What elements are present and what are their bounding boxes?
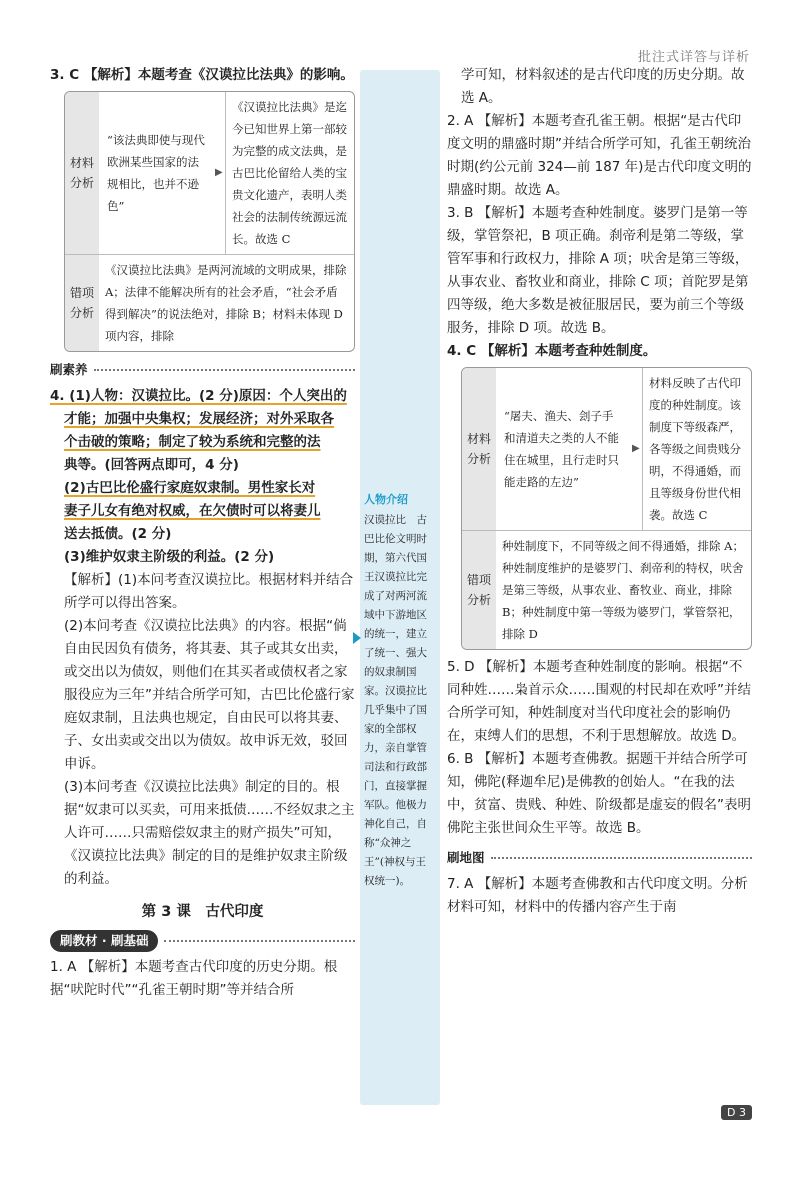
q3-material-result: 《汉谟拉比法典》是迄今已知世界上第一部较为完整的成文法典，是古巴比伦留给人类的宝贵文化遗产，表明人类社会的法制传统源远流长。故选 C: [225, 92, 354, 254]
q4b-material-quote: “屠夫、渔夫、刽子手和清道夫之类的人不能住在城里，且行走时只能走路的左边”: [504, 409, 619, 489]
q3-wrong-row: [65, 254, 354, 351]
q2-text: 2. A 【解析】本题考查孔雀王朝。根据“是古代印度文明的鼎盛时期”并结合所学可知，孔雀王朝统治时期(约公元前 324—前 187 年)是古代印度文明的鼎盛时期。故选 A。: [447, 113, 752, 198]
q4b-wrong-text: 种姓制度下，不同等级之间不得通婚，排除 A；种姓制度维护的是婆罗门、刹帝利的特权，吠舍是第三等级，从事农业、畜牧业、商业，排除 B；种姓制度中第一等级为婆罗门，掌管祭祀，排除 D: [502, 539, 744, 641]
q4-explanation-1: 【解析】(1)本问考查汉谟拉比。根据材料并结合所学可以得出答案。: [64, 572, 354, 611]
q4-explanation-2: (2)本问考查《汉谟拉比法典》的内容。根据“倘自由民因负有债务，将其妻、其子或其女出卖，或交出以为债奴，则他们在其买者或债权者之家服役应为三年”并结合所学可知，古巴比伦盛行家庭奴隶制，且法典也规定，自由民可以将其妻、子、女出卖或交出以为债奴。故申诉无效，驳回申诉。: [64, 618, 355, 772]
arrow-right-icon: ▶: [215, 167, 223, 178]
q4-line: 个击破的策略；制定了较为系统和完整的法: [64, 434, 321, 450]
side-note-text: 汉谟拉比 古巴比伦文明时期，第六代国王汉谟拉比完成了对两河流域中下游地区的统一，建立了统一、强大的奴隶制国家。汉谟拉比几乎集中了国家的全部权力，亲自掌管司法和行政部门，直接掌握军队。他极力神化自己，自称“众神之王”(神权与王权统一)。: [364, 514, 427, 887]
q3-heading: 3. C 【解析】本题考查《汉谟拉比法典》的影响。: [50, 67, 354, 83]
q3b-text: 3. B 【解析】本题考查种姓制度。婆罗门是第一等级，掌管祭祀，B 项正确。刹帝利是第二等级，掌管军事和行政权力，排除 A 项；吠舍是第三等级，从事农业、畜牧业和商业，排除 C 项；首陀罗是第四等级，绝大多数是被征服居民，要为前三个等级服务，排除 D 项。故选 B。: [447, 205, 749, 336]
q3-analysis-box: [64, 91, 355, 352]
q3-material-quote: “该法典即使与现代欧洲某些国家的法规相比，也并不逊色”: [107, 133, 205, 213]
q4-line: 妻子儿女有绝对权威，在欠债时可以将妻儿: [64, 503, 321, 519]
q3-wrong-label: 错项分析: [65, 255, 99, 351]
section-label: 刷地图: [447, 850, 485, 865]
page-number: D 3: [721, 1105, 752, 1120]
q4b-heading: 4. C 【解析】本题考查种姓制度。: [447, 343, 657, 359]
q6-text: 6. B 【解析】本题考查佛教。据题干并结合所学可知，佛陀(释迦牟尼)是佛教的创始人。“在我的法中，贫富、贵贱、种姓、阶级都是虚妄的假名”表明佛陀主张世间众生平等。故选 B。: [447, 751, 751, 836]
q4b-wrong-label: 错项分析: [462, 531, 496, 649]
q4-line: 送去抵债。(2 分): [64, 526, 172, 542]
q4-line: 典等。(回答两点即可，4 分): [64, 457, 239, 473]
q4b-material-result: 材料反映了古代印度的种姓制度。该制度下等级森严，各等级之间贵贱分明，不得通婚，而且等级身份世代相袭。故选 C: [642, 368, 751, 530]
q4-line: 4. (1)人物：汉谟拉比。(2 分)原因：个人突出的: [50, 388, 347, 404]
section-heading-literacy: [50, 358, 355, 381]
running-header: 批注式详答与详析: [637, 50, 750, 65]
q3-wrong-text: 《汉谟拉比法典》是两河流域的文明成果，排除 A；法律不能解决所有的社会矛盾，“社会矛盾得到解决”的说法绝对，排除 B；材料未体现 D 项内容，排除: [105, 263, 347, 343]
left-column: [50, 64, 355, 1002]
q3-material-row: [65, 92, 354, 254]
q4-line: 才能；加强中央集权；发展经济；对外采取各: [64, 411, 334, 427]
q3-material-label: 材料分析: [65, 92, 99, 254]
side-note-title: 人物介绍: [364, 493, 408, 506]
section-badge: 刷教材 · 刷基础: [50, 930, 158, 952]
q7-text: 7. A 【解析】本题考查佛教和古代印度文明。分析材料可知，材料中的传播内容产生于南: [447, 876, 748, 915]
section-heading-map: [447, 846, 752, 869]
q4-answer: [50, 385, 355, 569]
section-heading-textbook: [50, 930, 355, 952]
q4b-wrong-row: [462, 530, 751, 649]
pointer-arrow-icon: [353, 632, 361, 644]
q4-line: (2)古巴比伦盛行家庭奴隶制。男性家长对: [64, 480, 316, 496]
q4-line: (3)维护奴隶主阶级的利益。(2 分): [64, 549, 275, 565]
q1-continued: 学可知，材料叙述的是古代印度的历史分期。故选 A。: [461, 67, 745, 106]
q4-explanation-3: (3)本问考查《汉谟拉比法典》制定的目的。根据“奴隶可以买卖，可用来抵债……不经奴隶之主人许可……只需赔偿奴隶主的财产损失”可知，《汉谟拉比法典》制定的目的是维护奴隶主阶级的利益。: [64, 779, 355, 887]
side-note-panel: [360, 70, 440, 1105]
q4b-material-row: [462, 368, 751, 530]
arrow-right-icon: ▶: [632, 443, 640, 454]
section-label: 刷素养: [50, 362, 88, 377]
q5-text: 5. D 【解析】本题考查种姓制度的影响。根据“不同种姓……枭首示众……围观的村民却在欢呼”并结合所学可知，种姓制度对当代印度社会的影响仍在，束缚人们的思想，不利于思想解放。故选 D。: [447, 659, 751, 744]
lesson-title: 第 3 课 古代印度: [141, 904, 264, 920]
right-column: [447, 64, 752, 919]
q1-text: 1. A 【解析】本题考查古代印度的历史分期。根据“吠陀时代”“孔雀王朝时期”等并结合所: [50, 959, 338, 998]
q4b-material-label: 材料分析: [462, 368, 496, 530]
q4b-analysis-box: [461, 367, 752, 650]
